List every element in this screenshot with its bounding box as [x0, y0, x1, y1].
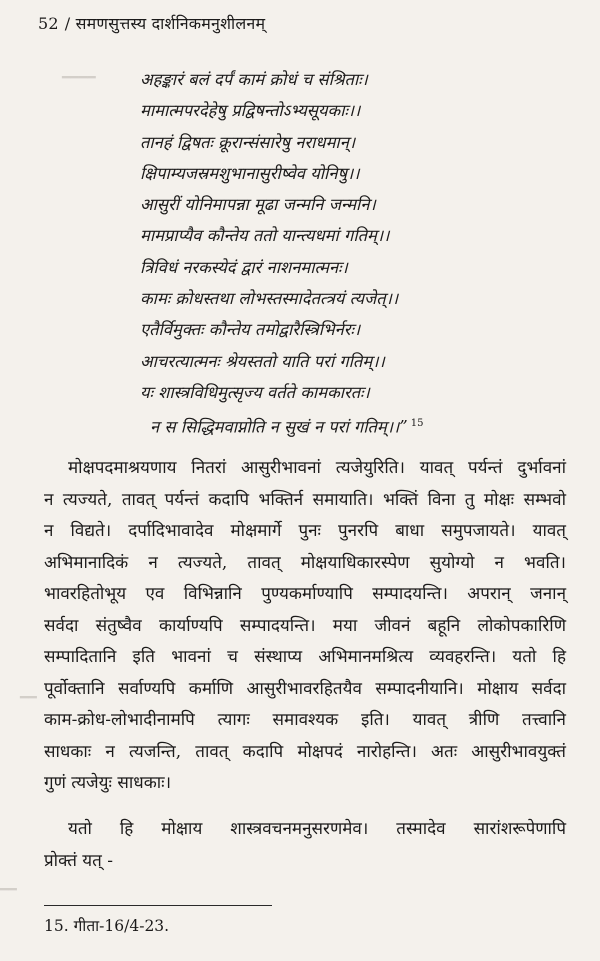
verse-line: क्षिपाम्यजस्रमशुभानासुरीष्वेव योनिषु।।	[140, 163, 360, 183]
paragraph-line: गुणं त्यजेयुः साधकाः।	[44, 773, 172, 793]
verse-line-last	[140, 408, 560, 439]
verse-line: अहङ्कारं बलं दर्पं कामं क्रोधं च संश्रिताः।	[140, 70, 368, 89]
verse-line: तानहं द्विषतः क्रूरान्संसारेषु नराधमान्।	[140, 132, 356, 152]
paragraph-line: न विद्यते। दर्पादिभावादेव मोक्षमार्गे पुनः पुनरपि बाधा समुपजायते। यावत्	[44, 521, 566, 541]
verse-line: आचरत्यात्मनः श्रेयस्ततो याति परां गतिम्।।	[140, 351, 385, 371]
paragraph-line: न त्यज्यते, तावत् पर्यन्तं कदापि भक्तिर्न समायाति। भक्तिं विना तु मोक्षः सम्भवो	[44, 489, 566, 510]
verse-line: मामात्मपरदेहेषु प्रद्विषन्तोऽभ्यसूयकाः।।	[140, 101, 361, 121]
paragraph-line: पूर्वोक्तानि सर्वाण्यपि कर्माणि आसुरीभावरहितयैव सम्पादनीयानि। मोक्षाय सर्वदा	[44, 678, 566, 699]
verse-line: आसुरीं योनिमापन्ना मूढा जन्मनि जन्मनि।	[140, 195, 376, 215]
footnote-divider	[44, 905, 272, 906]
paragraph-line: प्रोक्तं यत् -	[44, 850, 113, 871]
running-title: / समणसुत्तस्य दार्शनिकमनुशीलनम्	[64, 14, 266, 33]
verse-block	[140, 64, 560, 440]
footnote-reference: 15	[410, 418, 424, 430]
bleed-through-mark: ━━━━	[62, 70, 96, 86]
verse-line: त्रिविधं नरकस्येदं द्वारं नाशनमात्मनः।	[140, 257, 348, 277]
verse-line: न स सिद्धिमवाप्नोति न सुखं न परां गतिम्।।”	[150, 417, 408, 437]
paragraph-line: यतो हि मोक्षाय शास्त्रवचनमनुसरणमेव। तस्मादेव सारांशरूपेणापि	[68, 819, 566, 839]
bleed-through-mark: ━━	[0, 882, 17, 898]
bleed-through-mark: ━━	[20, 690, 37, 706]
page-header	[38, 12, 265, 34]
paragraph-line: भावरहितोभूय एव विभिन्नानि पुण्यकर्माण्यापि सम्पादयन्ति। अपरान् जनान्	[44, 584, 566, 604]
footnote: 15. गीता-16/4-23.	[44, 917, 170, 935]
paragraph-line: सर्वदा संतुष्वैव कार्याण्यपि सम्पादयन्ति। मया जीवनं बहूनि लोकोपकारिणि	[44, 615, 566, 636]
closing-paragraph	[44, 814, 566, 877]
paragraph-line: मोक्षपदमाश्रयणाय नितरां आसुरीभावनां त्यजेयुरिति। यावत् पर्यन्तं दुर्भावनां	[68, 458, 566, 478]
verse-line: मामप्राप्यैव कौन्तेय ततो यान्त्यधमां गतिम्।।	[140, 226, 390, 246]
verse-line: कामः क्रोधस्तथा लोभस्तस्मादेतत्त्रयं त्यजेत्।।	[140, 289, 399, 309]
paragraph-line: साधकाः न त्यजन्ति, तावत् कदापि मोक्षपदं नारोहन्ति। अतः आसुरीभावयुक्तं	[44, 741, 566, 762]
page-number: 52	[38, 14, 59, 33]
verse-line: एतैर्विमुक्तः कौन्तेय तमोद्वारैस्त्रिभिर्नरः।	[140, 320, 361, 340]
paragraph-line: अभिमानादिकं न त्यज्यते, तावत् मोक्षयाधिकारस्पेण सुयोग्यो न भवति।	[44, 552, 566, 573]
paragraph-line: काम-क्रोध-लोभादीनामपि त्यागः समावश्यक इति। यावत् त्रीणि तत्त्वानि	[44, 710, 566, 730]
commentary-paragraph	[44, 453, 566, 800]
verse-line: यः शास्त्रविधिमुत्सृज्य वर्तते कामकारतः।	[140, 382, 370, 402]
paragraph-line: सम्पादितानि इति भावनां च संस्थाप्य अभिमानमश्रित्य व्यवहरन्ति। यतो हि	[44, 647, 566, 667]
